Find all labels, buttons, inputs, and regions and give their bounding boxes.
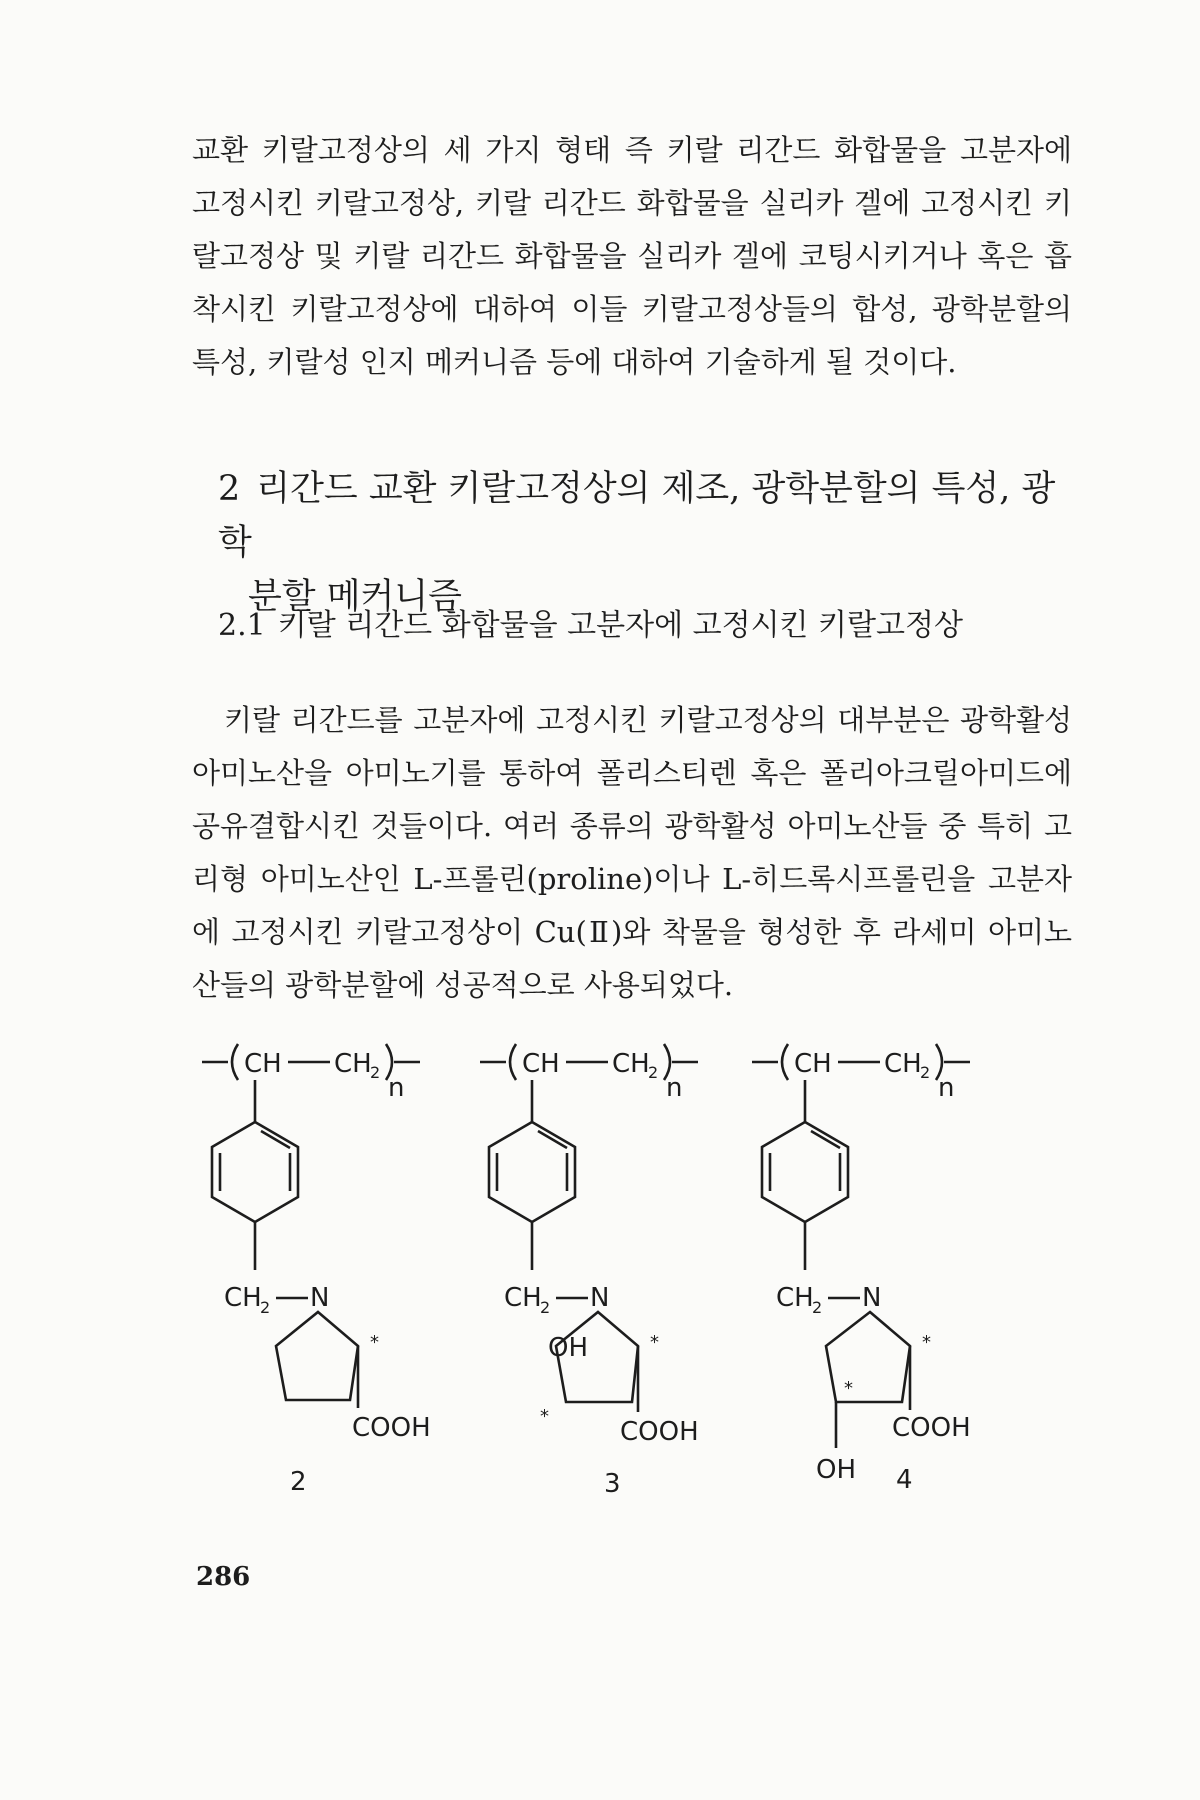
backbone-ch: CH: [794, 1049, 832, 1079]
text-line: 에 고정시킨 키랄고정상이 Cu(Ⅱ)와 착물을 형성한 후 라세미 아미노: [192, 915, 1072, 949]
chemical-structures-figure: [180, 1030, 1120, 1510]
section-title-line-2: 분할 메커니즘: [248, 577, 462, 617]
hydroxyl: OH: [816, 1455, 857, 1485]
linker-ch2: CH: [224, 1283, 262, 1313]
section-title-line-1: 리간드 교환 키랄고정상의 제조, 광학분할의 특성, 광학: [218, 469, 1056, 563]
compound-number: 2: [290, 1467, 307, 1497]
backbone-ch2: CH: [884, 1049, 922, 1079]
subscript: 2: [648, 1063, 659, 1082]
stereo-star: *: [922, 1332, 931, 1353]
subscript: 2: [540, 1298, 551, 1317]
backbone-ch: CH: [244, 1049, 282, 1079]
linker-ch2: CH: [504, 1283, 542, 1313]
body-paragraph: [192, 694, 1072, 1012]
page-number: 286: [196, 1562, 251, 1592]
carboxyl: COOH: [892, 1413, 971, 1443]
text-line: 공유결합시킨 것들이다. 여러 종류의 광학활성 아미노산들 중 특히 고: [192, 809, 1072, 843]
section-heading: [218, 462, 1078, 624]
structure-4: [752, 1044, 971, 1495]
carboxyl: COOH: [352, 1413, 431, 1443]
text-line: 고정시킨 키랄고정상, 키랄 리간드 화합물을 실리카 겔에 고정시킨 키: [192, 186, 1072, 220]
stereo-star: *: [844, 1378, 853, 1399]
text-line: 아미노산을 아미노기를 통하여 폴리스티렌 혹은 폴리아크릴아미드에: [192, 756, 1072, 790]
backbone-ch: CH: [522, 1049, 560, 1079]
compound-number: 3: [604, 1469, 621, 1499]
subscript: 2: [920, 1063, 931, 1082]
structure-2: [202, 1044, 431, 1497]
stereo-star: *: [540, 1406, 549, 1427]
hydroxyl: OH: [548, 1333, 589, 1363]
carboxyl: COOH: [620, 1417, 699, 1447]
text-line: 산들의 광학분할에 성공적으로 사용되었다.: [192, 968, 734, 1002]
repeat-n: n: [666, 1073, 683, 1103]
intro-paragraph: [192, 124, 1072, 389]
text-line: 랄고정상 및 키랄 리간드 화합물을 실리카 겔에 코팅시키거나 혹은 흡: [192, 239, 1072, 273]
nitrogen: N: [590, 1283, 610, 1313]
subscript: 2: [370, 1063, 381, 1082]
subscript: 2: [260, 1298, 271, 1317]
text-line: 착시킨 키랄고정상에 대하여 이들 키랄고정상들의 합성, 광학분할의: [192, 292, 1072, 326]
nitrogen: N: [310, 1283, 330, 1313]
text-line: 교환 키랄고정상의 세 가지 형태 즉 키랄 리간드 화합물을 고분자에: [192, 133, 1072, 167]
stereo-star: *: [650, 1332, 659, 1353]
stereo-star: *: [370, 1332, 379, 1353]
subscript: 2: [812, 1298, 823, 1317]
backbone-ch2: CH: [334, 1049, 372, 1079]
nitrogen: N: [862, 1283, 882, 1313]
text-line: 특성, 키랄성 인지 메커니즘 등에 대하여 기술하게 될 것이다.: [192, 345, 957, 379]
subsection-heading: [218, 606, 963, 646]
repeat-n: n: [388, 1073, 405, 1103]
section-number: 2: [218, 469, 241, 509]
repeat-n: n: [938, 1073, 955, 1103]
text-line: 키랄 리간드를 고분자에 고정시킨 키랄고정상의 대부분은 광학활성: [224, 703, 1072, 737]
backbone-ch2: CH: [612, 1049, 650, 1079]
subsection-title: 키랄 리간드 화합물을 고분자에 고정시킨 키랄고정상: [277, 608, 963, 643]
compound-number: 4: [896, 1465, 913, 1495]
structures-svg: [180, 1030, 1120, 1510]
subsection-number: 2.1: [218, 608, 266, 643]
text-line: 리형 아미노산인 L-프롤린(proline)이나 L-히드록시프롤린을 고분자: [192, 862, 1072, 896]
linker-ch2: CH: [776, 1283, 814, 1313]
structure-3: [480, 1044, 699, 1499]
